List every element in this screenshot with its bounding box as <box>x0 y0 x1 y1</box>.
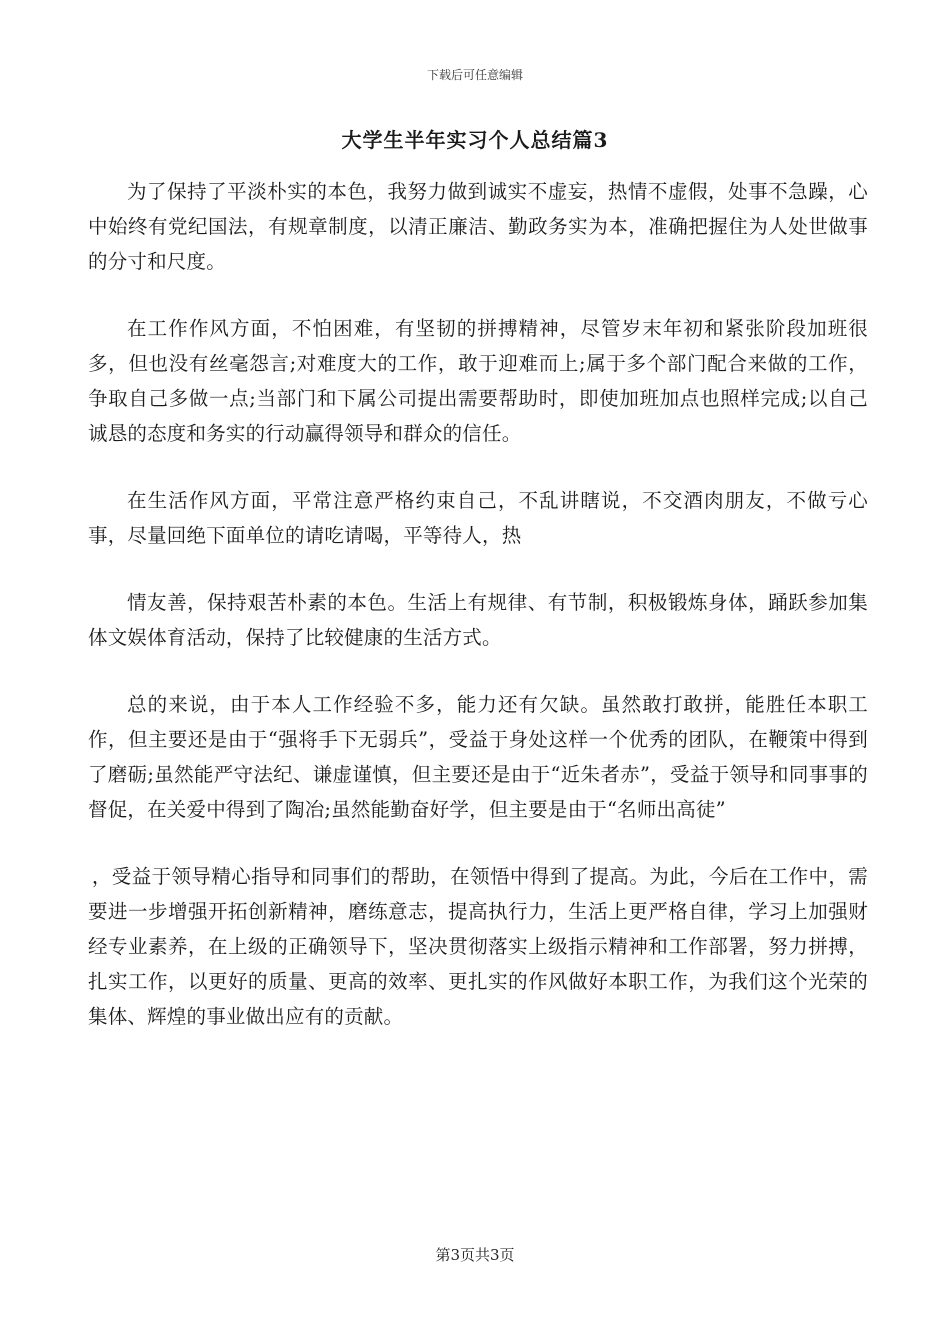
document-title: 大学生半年实习个人总结篇3 <box>341 128 609 152</box>
paragraph-4: 情友善，保持艰苦朴素的本色。生活上有规律、有节制，积极锻炼身体，踊跃参加集体文娱体育活动，保持了比较健康的生活方式。 <box>88 591 868 649</box>
paragraph-2: 在工作作风方面，不怕困难，有坚韧的拼搏精神，尽管岁末年初和紧张阶段加班很多，但也没有丝毫怨言;对难度大的工作，敢于迎难而上;属于多个部门配合来做的工作，争取自己多做一点;当部门和下属公司提出需要帮助时，即使加班加点也照样完成;以自己诚恳的态度和务实的行动赢得领导和群众的信任。 <box>88 317 868 445</box>
header-note: 下载后可任意编辑 <box>426 68 523 82</box>
paragraph-3: 在生活作风方面，平常注意严格约束自己，不乱讲瞎说，不交酒肉朋友，不做亏心事，尽量回绝下面单位的请吃请喝，平等待人，热 <box>88 489 868 547</box>
paragraph-5: 总的来说，由于本人工作经验不多，能力还有欠缺。虽然敢打敢拼，能胜任本职工作，但主要还是由于“强将手下无弱兵”，受益于身处这样一个优秀的团队，在鞭策中得到了磨砺;虽然能严守法纪、谦虚谨慎，但主要还是由于“近朱者赤”，受益于领导和同事事的督促，在关爱中得到了陶冶;虽然能勤奋好学，但主要是由于“名师出高徒” <box>88 693 868 821</box>
paragraph-6: ，受益于领导精心指导和同事们的帮助，在领悟中得到了提高。为此，今后在工作中，需要进一步增强开拓创新精神，磨练意志，提高执行力，生活上更严格自律，学习上加强财经专业素养，在上级的正确领导下，坚决贯彻落实上级指示精神和工作部署，努力拼搏，扎实工作，以更好的质量、更高的效率、更扎实的作风做好本职工作，为我们这个光荣的集体、辉煌的事业做出应有的贡献。 <box>88 865 868 1028</box>
paragraph-1: 为了保持了平淡朴实的本色，我努力做到诚实不虚妄，热情不虚假，处事不急躁，心中始终有党纪国法，有规章制度，以清正廉洁、勤政务实为本，准确把握住为人处世做事的分寸和尺度。 <box>88 180 868 273</box>
document-body <box>88 174 868 1066</box>
page-number-footer: 第3页共3页 <box>435 1246 515 1264</box>
